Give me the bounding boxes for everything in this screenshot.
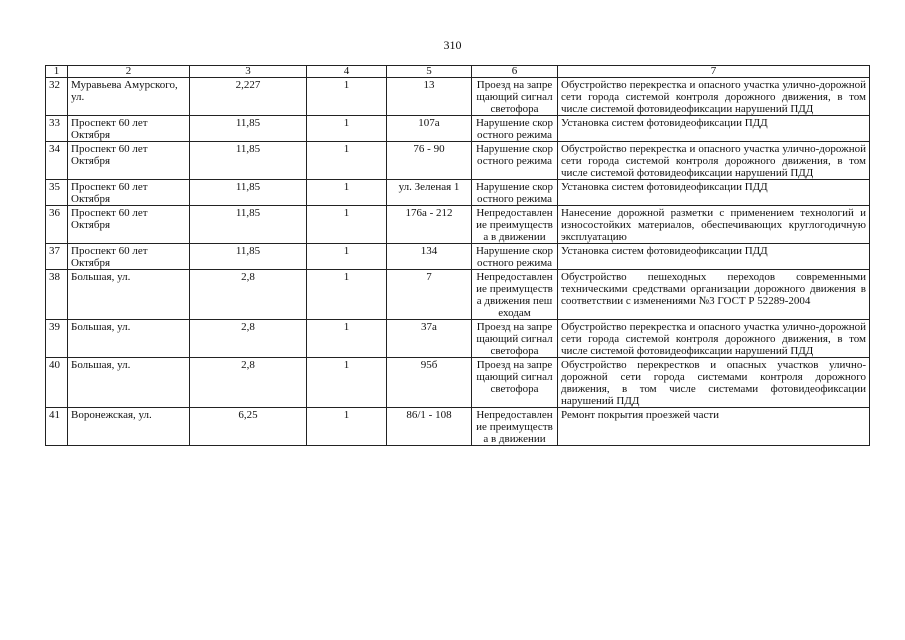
page-number: 310	[443, 38, 462, 52]
table-row	[46, 142, 870, 180]
street-name: Проспект 60 лет Октября	[68, 206, 190, 244]
column-number: 1	[46, 66, 68, 78]
violation-type: Проезд на запрещающий сигнал светофора	[472, 358, 558, 408]
street-name: Большая, ул.	[68, 358, 190, 408]
table-row	[46, 244, 870, 270]
column-number: 3	[190, 66, 307, 78]
violation-type: Проезд на запрещающий сигнал светофора	[472, 78, 558, 116]
location-address: ул. Зеленая 1	[387, 180, 472, 206]
planned-measure: Обустройство перекрестка и опасного участка улично-дорожной сети города системой контроля дорожного движения, в том числе системой фотовидеофиксации нарушений ПДД	[558, 320, 870, 358]
table-row	[46, 116, 870, 142]
street-name: Муравьева Амурского, ул.	[68, 78, 190, 116]
planned-measure: Обустройство пешеходных переходов современными техническими средствами организации дорожного движения в соответствии с изменениями №3 ГОСТ Р 52289-2004	[558, 270, 870, 320]
location-address: 37а	[387, 320, 472, 358]
column-number: 6	[472, 66, 558, 78]
row-number: 32	[46, 78, 68, 116]
column-number: 4	[307, 66, 387, 78]
planned-measure: Ремонт покрытия проезжей части	[558, 408, 870, 446]
column-number: 5	[387, 66, 472, 78]
street-length: 2,8	[190, 270, 307, 320]
lane-count: 1	[307, 358, 387, 408]
street-name: Проспект 60 лет Октября	[68, 180, 190, 206]
location-address: 86/1 - 108	[387, 408, 472, 446]
column-number: 2	[68, 66, 190, 78]
row-number: 39	[46, 320, 68, 358]
street-name: Проспект 60 лет Октября	[68, 244, 190, 270]
planned-measure: Обустройство перекрестка и опасного участка улично-дорожной сети города системой контроля дорожного движения, в том числе системой фотовидеофиксации нарушений ПДД	[558, 142, 870, 180]
table-row	[46, 206, 870, 244]
row-number: 40	[46, 358, 68, 408]
planned-measure: Обустройство перекрестка и опасного участка улично-дорожной сети города системой контроля дорожного движения, в том числе системой фотовидеофиксации нарушений ПДД	[558, 78, 870, 116]
location-address: 76 - 90	[387, 142, 472, 180]
lane-count: 1	[307, 142, 387, 180]
violation-type: Нарушение скоростного режима	[472, 244, 558, 270]
table-row	[46, 78, 870, 116]
lane-count: 1	[307, 180, 387, 206]
location-address: 107а	[387, 116, 472, 142]
planned-measure: Обустройство перекрестков и опасных участков улично-дорожной сети города системами контроля дорожного движения, в том числе системами фотовидеофиксации нарушений ПДД	[558, 358, 870, 408]
row-number: 36	[46, 206, 68, 244]
lane-count: 1	[307, 270, 387, 320]
lane-count: 1	[307, 78, 387, 116]
location-address: 13	[387, 78, 472, 116]
row-number: 34	[46, 142, 68, 180]
row-number: 33	[46, 116, 68, 142]
lane-count: 1	[307, 408, 387, 446]
violation-type: Непредоставление преимущества в движении	[472, 206, 558, 244]
table-row	[46, 320, 870, 358]
lane-count: 1	[307, 116, 387, 142]
street-name: Проспект 60 лет Октября	[68, 116, 190, 142]
column-number: 7	[558, 66, 870, 78]
violation-type: Непредоставление преимущества движения пешеходам	[472, 270, 558, 320]
planned-measure: Нанесение дорожной разметки с применением технологий и износостойких материалов, обеспечивающих круглогодичную эксплуатацию	[558, 206, 870, 244]
table-row	[46, 408, 870, 446]
road-safety-table	[45, 65, 870, 446]
column-number-row	[46, 66, 870, 78]
planned-measure: Установка систем фотовидеофиксации ПДД	[558, 180, 870, 206]
planned-measure: Установка систем фотовидеофиксации ПДД	[558, 116, 870, 142]
row-number: 35	[46, 180, 68, 206]
street-length: 11,85	[190, 142, 307, 180]
lane-count: 1	[307, 244, 387, 270]
street-name: Большая, ул.	[68, 320, 190, 358]
row-number: 38	[46, 270, 68, 320]
street-length: 2,8	[190, 358, 307, 408]
table-row	[46, 358, 870, 408]
location-address: 95б	[387, 358, 472, 408]
street-name: Большая, ул.	[68, 270, 190, 320]
street-length: 11,85	[190, 116, 307, 142]
street-length: 11,85	[190, 206, 307, 244]
violation-type: Нарушение скоростного режима	[472, 180, 558, 206]
street-name: Проспект 60 лет Октября	[68, 142, 190, 180]
street-length: 11,85	[190, 180, 307, 206]
street-length: 11,85	[190, 244, 307, 270]
violation-type: Непредоставление преимущества в движении	[472, 408, 558, 446]
table-row	[46, 180, 870, 206]
street-length: 6,25	[190, 408, 307, 446]
row-number: 41	[46, 408, 68, 446]
location-address: 7	[387, 270, 472, 320]
lane-count: 1	[307, 206, 387, 244]
violation-type: Нарушение скоростного режима	[472, 142, 558, 180]
table-row	[46, 270, 870, 320]
location-address: 176а - 212	[387, 206, 472, 244]
street-name: Воронежская, ул.	[68, 408, 190, 446]
location-address: 134	[387, 244, 472, 270]
street-length: 2,8	[190, 320, 307, 358]
violation-type: Нарушение скоростного режима	[472, 116, 558, 142]
violation-type: Проезд на запрещающий сигнал светофора	[472, 320, 558, 358]
lane-count: 1	[307, 320, 387, 358]
planned-measure: Установка систем фотовидеофиксации ПДД	[558, 244, 870, 270]
row-number: 37	[46, 244, 68, 270]
street-length: 2,227	[190, 78, 307, 116]
